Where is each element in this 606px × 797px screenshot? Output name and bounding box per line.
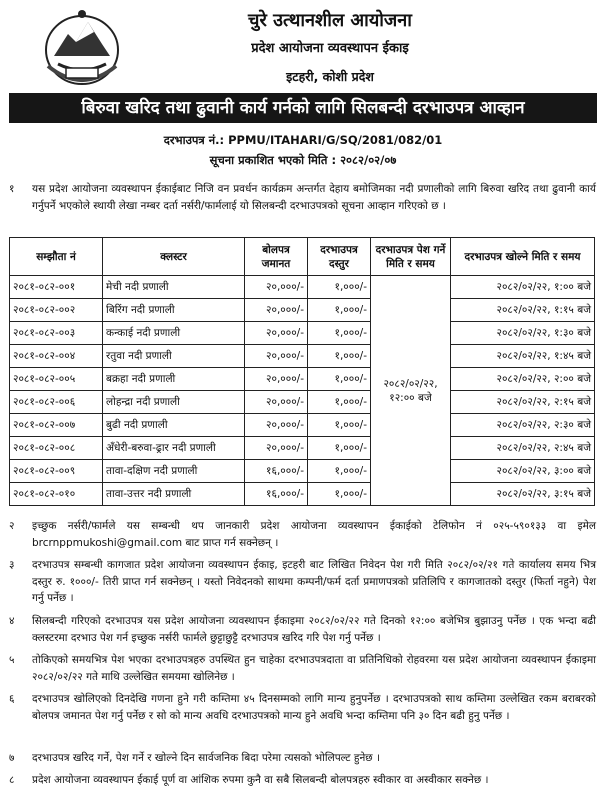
bid-security: २०,०००/- (245, 276, 308, 299)
bid-security: २०,०००/- (245, 437, 308, 460)
opening-date: २०८२/०२/२२, ३:१५ बजे (451, 483, 595, 506)
cluster: लोहन्द्रा नदी प्रणाली (103, 391, 245, 414)
col-bid-fee: दरभाउपत्र दस्तुर (308, 238, 371, 276)
opening-date: २०८२/०२/२२, ३:०० बजे (451, 460, 595, 483)
paragraph-text: इच्छुक नर्सरी/फार्मले यस सम्बन्धी थप जानकारी प्रदेश आयोजना व्यवस्थापन ईकाईको टेलिफोन नं ०२५-५९०१३३ वा इमेल brcrnppmukoshi@gmail.com बाट प्राप्त गर्न सक्नेछन् । (32, 520, 596, 549)
paragraph-text: दरभाउपत्र खोलिएको दिनदेखि गणना हुने गरी कम्तिमा ४५ दिनसम्मको लागि मान्य हुनुपर्नेछ । दरभाउपत्रको साथ कम्तिमा उल्लेखित रकम बराबरको बोलपत्र जमानत पेश गर्नु पर्नेछ र सो को मान्य अवधि दरभाउपत्रको मान्य हुने अवधि भन्दा कम्तिमा पनि ३० दिन बढी हुनु पर्नेछ । (32, 693, 596, 722)
table-row (10, 276, 595, 299)
agreement-no: २०८१-०८२-००१ (10, 276, 103, 299)
bid-fee: १,०००/- (308, 437, 371, 460)
paragraph-number: २ (9, 520, 15, 532)
col-agreement-no: सम्झौता नं (10, 238, 103, 276)
agreement-no: २०८१-०८२-००५ (10, 368, 103, 391)
cluster: मेची नदी प्रणाली (103, 276, 245, 299)
submission-date: २०८२/०२/२२, १२:०० बजे (371, 276, 451, 506)
nepal-emblem-icon (36, 6, 128, 90)
opening-date: २०८२/०२/२२, १:०० बजे (451, 276, 595, 299)
cluster: बुढी नदी प्रणाली (103, 414, 245, 437)
paragraph-text: प्रदेश आयोजना व्यवस्थापन ईकाई पूर्ण वा आंशिक रुपमा कुनै वा सबै सिलबन्दी बोलपत्रहरु स्वीकार वा अस्वीकार सक्नेछ । (32, 774, 489, 786)
org-name: चुरे उत्थानशील आयोजना (248, 10, 412, 31)
paragraph-number: ७ (9, 752, 15, 764)
cluster: तावा-दक्षिण नदी प्रणाली (103, 460, 245, 483)
bid-fee: १,०००/- (308, 276, 371, 299)
cluster: अँधेरी-बरुवा-ढ्रार नदी प्रणाली (103, 437, 245, 460)
paragraph-number: ३ (9, 559, 15, 571)
paragraph-text: दरभाउपत्र सम्बन्धी कागजात प्रदेश आयोजना व्यवस्थापन ईकाइ, इटहरी बाट लिखित निवेदन पेश गरी मिति २०८२/०२/२१ गते कार्यालय समय भित्र दस्तुर रु. १०००/- तिरी प्राप्त गर्न सक्नेछन् । यस्तो निवेदनको साथमा कम्पनी/फर्म दर्ता प्रमाणपत्रको प्रतिलिपि र कागजातको दस्तुर (फिर्ता नहुने) पेश गर्नु पर्नेछ । (32, 559, 596, 604)
opening-date: २०८२/०२/२२, २:०० बजे (451, 368, 595, 391)
cluster: बिरिंग नदी प्रणाली (103, 299, 245, 322)
cluster: बक्रहा नदी प्रणाली (103, 368, 245, 391)
paragraph-text: सिलबन्दी गरिएको दरभाउपत्र यस प्रदेश आयोजना व्यवस्थापन ईकाइमा २०८२/०२/२२ गते दिनको १२:०० बजेभित्र बुझाउनु पर्नेछ । एक भन्दा बढी क्लस्टरमा दरभाउ पेश गर्न इच्छुक नर्सरी फार्मले छुट्टाछुट्टै दरभाउपत्र खरिद गरि पेश गर्नु पर्नेछ । (32, 615, 596, 644)
col-opening: दरभाउपत्र खोल्ने मिति र समय (451, 238, 595, 276)
table-row (10, 460, 595, 483)
table-row (10, 322, 595, 345)
bid-security: २०,०००/- (245, 391, 308, 414)
opening-date: २०८२/०२/२२, १:१५ बजे (451, 299, 595, 322)
agreement-no: २०८१-०८२-००७ (10, 414, 103, 437)
table-row (10, 414, 595, 437)
bid-security: १६,०००/- (245, 483, 308, 506)
agreement-no: २०८१-०८२-००३ (10, 322, 103, 345)
table-row (10, 368, 595, 391)
paragraph-number: ६ (9, 693, 15, 705)
bid-security: १६,०००/- (245, 460, 308, 483)
bid-fee: १,०००/- (308, 322, 371, 345)
bid-fee: १,०००/- (308, 299, 371, 322)
col-bid-security: बोलपत्र जमानत (245, 238, 308, 276)
agreement-no: २०८१-०८२-००८ (10, 437, 103, 460)
bid-fee: १,०००/- (308, 483, 371, 506)
table-row (10, 437, 595, 460)
col-submission: दरभाउपत्र पेश गर्ने मिति र समय (371, 238, 451, 276)
opening-date: २०८२/०२/२२, २:१५ बजे (451, 391, 595, 414)
table-header-row (10, 238, 595, 276)
col-cluster: क्लस्टर (103, 238, 245, 276)
opening-date: २०८२/०२/२२, २:३० बजे (451, 414, 595, 437)
bid-fee: १,०००/- (308, 345, 371, 368)
paragraph-number: ५ (9, 654, 15, 666)
paragraph-text: दरभाउपत्र खरिद गर्ने, पेश गर्ने र खोल्ने दिन सार्वजनिक बिदा परेमा त्यसको भोलिपल्ट हुनेछ । (32, 752, 380, 764)
paragraph-text: यस प्रदेश आयोजना व्यवस्थापन ईकाईबाट निजि वन प्रवर्धन कार्यक्रम अन्तर्गत देहाय बमोजिमका नदी प्रणालीको लागि बिरुवा खरिद तथा ढुवानी कार्य गर्नुपर्ने भएकोले स्थायी लेखा नम्बर दर्ता नर्सरी/फार्मलाई यो सिलबन्दी दरभाउपत्रको सूचना आव्हान गरिएको छ । (32, 183, 596, 212)
agreement-no: २०८१-०८२-००६ (10, 391, 103, 414)
table-row (10, 391, 595, 414)
bid-fee: १,०००/- (308, 391, 371, 414)
cluster: रतुवा नदी प्रणाली (103, 345, 245, 368)
agreement-no: २०८१-०८२-०१० (10, 483, 103, 506)
bid-security: २०,०००/- (245, 414, 308, 437)
bid-security: २०,०००/- (245, 299, 308, 322)
bid-security: २०,०००/- (245, 322, 308, 345)
opening-date: २०८२/०२/२२, १:३० बजे (451, 322, 595, 345)
unit-name: प्रदेश आयोजना व्यवस्थापन ईकाइ (251, 41, 409, 56)
bid-security: २०,०००/- (245, 345, 308, 368)
bid-fee: १,०००/- (308, 460, 371, 483)
paragraph-text: तोकिएको समयभित्र पेश भएका दरभाउपत्रहरु उपस्थित हुन चाहेका दरभाउपत्रदाता वा प्रतिनिधिको रोहवरमा यस प्रदेश आयोजना व्यवस्थापन ईकाइमा २०८२/०२/२२ गते माथि उल्लेखित समयमा खोलिनेछ । (32, 654, 596, 683)
cluster: तावा-उत्तर नदी प्रणाली (103, 483, 245, 506)
table-row (10, 345, 595, 368)
paragraph-number: १ (9, 183, 15, 195)
address: इटहरी, कोशी प्रदेश (286, 69, 374, 84)
cluster: कन्काई नदी प्रणाली (103, 322, 245, 345)
opening-date: २०८२/०२/२२, २:४५ बजे (451, 437, 595, 460)
table-row (10, 483, 595, 506)
agreement-no: २०८१-०८२-००४ (10, 345, 103, 368)
bid-fee: १,०००/- (308, 368, 371, 391)
bid-security: २०,०००/- (245, 368, 308, 391)
opening-date: २०८२/०२/२२, १:४५ बजे (451, 345, 595, 368)
reference-number: दरभाउपत्र नं.: PPMU/ITAHARI/G/SQ/2081/082/01 (163, 133, 443, 147)
agreement-no: २०८१-०८२-००९ (10, 460, 103, 483)
published-date: सूचना प्रकाशित भएको मिति : २०८२/०२/०७ (209, 153, 397, 167)
paragraph-number: ८ (9, 774, 15, 786)
agreement-no: २०८१-०८२-००२ (10, 299, 103, 322)
paragraph-number: ४ (9, 615, 15, 627)
notice-title: बिरुवा खरिद तथा ढुवानी कार्य गर्नको लागि सिलबन्दी दरभाउपत्र आव्हान (9, 93, 597, 123)
tender-table (9, 237, 595, 506)
bid-fee: १,०००/- (308, 414, 371, 437)
table-row (10, 299, 595, 322)
